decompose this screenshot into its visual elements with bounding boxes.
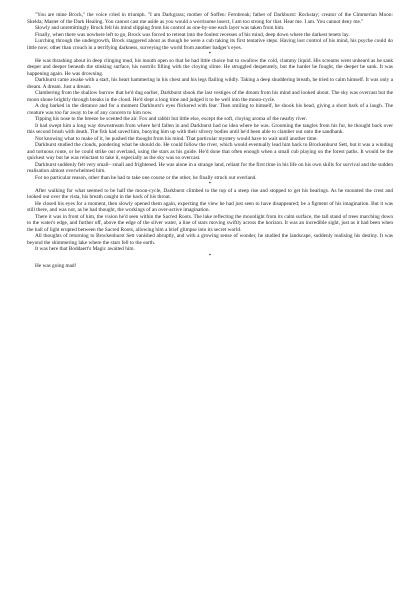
paragraph: "You are mine Brock," the voice cried in triumph. "I am Darkgrass; mother of Soffen: Fernbreak; father of Darkburst: Rockstay; creator of the Cimmerian Moon: Skelda; Master of the Dark Healing. You cannot cast me aside as you would a worrisome insect, I am too strong for that. Hear me. I am. You cannot deny me." — [27, 12, 393, 25]
scene-break: * — [208, 252, 212, 259]
paragraph: Lurching through the undergrowth, Brock staggered about as though he were a cub taking its first tentative steps. Having lost control of his mind, his psyche could do little now; other than crouch in a terrifying darkness, surveying the world from another badger's eyes. — [27, 38, 393, 51]
scene-break: * — [208, 51, 212, 57]
paragraph: Clambering from the shallow burrow that he'd dug earlier, Darkburst shook the last vestiges of the dream from his mind and looked about. The sky was overcast but the moon shone brightly through breaks in the cloud. He'd slept a long time and judged it to be well into the moon-cycle. — [27, 90, 393, 103]
paragraph: Darkburst came awake with a start, his heart hammering in his chest and his legs flailing wildly. Taking a deep shuddering breath, he tried to calm himself. It was only a dream. A dream. Just a dream. — [27, 77, 393, 90]
paragraph: He was going mad! — [35, 263, 77, 269]
paragraph: There it was in front of him, the vision he'd seen within the Sacred Roots. The lake reflecting the moonlight from its calm surface, the tall stand of trees marching down to the water's edge, and further off, above the edge of the silver water, a line of stars moving swiftly across the horizon. It was an incredible sight, just as it had been when the ball of light erupted between the Sacred Roots, allowing him a brief glimpse into its secret world. — [27, 213, 393, 233]
paragraph: After walking for what seemed to be half the moon-cycle, Darkburst climbed to the top of a steep rise and stopped to get his bearings. As he mounted the crest and looked out over the vista, his breath caught in the back of his throat. — [27, 187, 393, 200]
paragraph: A dog barked in the distance and for a moment Darkburst's eyes flickered with fear. Then smiling to himself, he shook his head, giving a short bark of a laugh. The creature was too far away to be of any concern to him now. — [27, 103, 393, 116]
paragraph: Not knowing what to make of it, he pushed the thought from his mind. That particular mystery would have to wait until another time. — [35, 135, 318, 142]
paragraph: Tipping his nose to the breeze he scented the air. Fox and rabbit but little else, except the soft, cloying aroma of the nearby river. — [35, 116, 307, 122]
body-text — [27, 12, 393, 270]
paragraph: He closed his eyes for a moment, then slowly opened them again, expecting the view he had just seen to have disappeared; be a figment of his imagination. But it was still there, and was not, as he had thought, the workings of an over-active imagination. — [27, 200, 393, 213]
paragraph: For no particular reason, other than he had to take one course or the other, he finally struck out overland. — [35, 174, 257, 181]
paragraph: Darkburst studied the clouds, pondering what he should do. He could follow the river, which would eventually lead him back to Brockenhurst Sett, but it was a winding and tortuous route, or he could strike out overland, using the stars as his guide. He'd done that often enough when a small cub playing on the forest paths. It would be the quickest way but he was reluctant to take it, especially as the sky was so overcast. — [27, 142, 393, 161]
paragraph: Slowly and unremittingly Brock felt his mind slipping from his control as one-by-one each layer was taken from him. — [35, 25, 285, 31]
paragraph: All thoughts of returning to Brockenhurst Sett vanished abruptly, and with a growing sense of wonder, he studied the landscape, suddenly realising his destiny. It was beyond the shimmering lake where the stars fell to the earth. — [27, 233, 393, 246]
paragraph: He was thrashing about in deep clinging mud, his mouth open so that he had little choice but to swallow the cold, clammy liquid. His screams went unheard as he sank deeper and deeper beneath the stinking surface, his nostrils filling with the cloying slime. He struggled desperately, but the harder he fought, the deeper he sank. It was happening again. He was drowning. — [27, 57, 393, 77]
scene-break: * — [208, 181, 212, 187]
paragraph: It had swept him a long way downstream from where he'd fallen in and Darkburst had no idea where he was. Grooming the tangles from his fur, he thought back over this second brush with death. The fish had saved him, buoying him up with their silvery bodies until he'd been able to clamber out onto the sandbank. — [27, 122, 393, 135]
paragraph: Darkburst suddenly felt very small– small and frightened. He was alone in a strange land, reliant for the first time in his life on his own skills for survival and the sudden realisation almost overwhelmed him. — [27, 161, 393, 174]
paragraph: It was here that Boddaert's Magic awaited him. — [35, 246, 135, 252]
paragraph: Finally, when there was nowhere left to go, Brock was forced to retreat into the foulest recesses of his mind, deep down where the darkest tenets lay. — [35, 31, 350, 38]
